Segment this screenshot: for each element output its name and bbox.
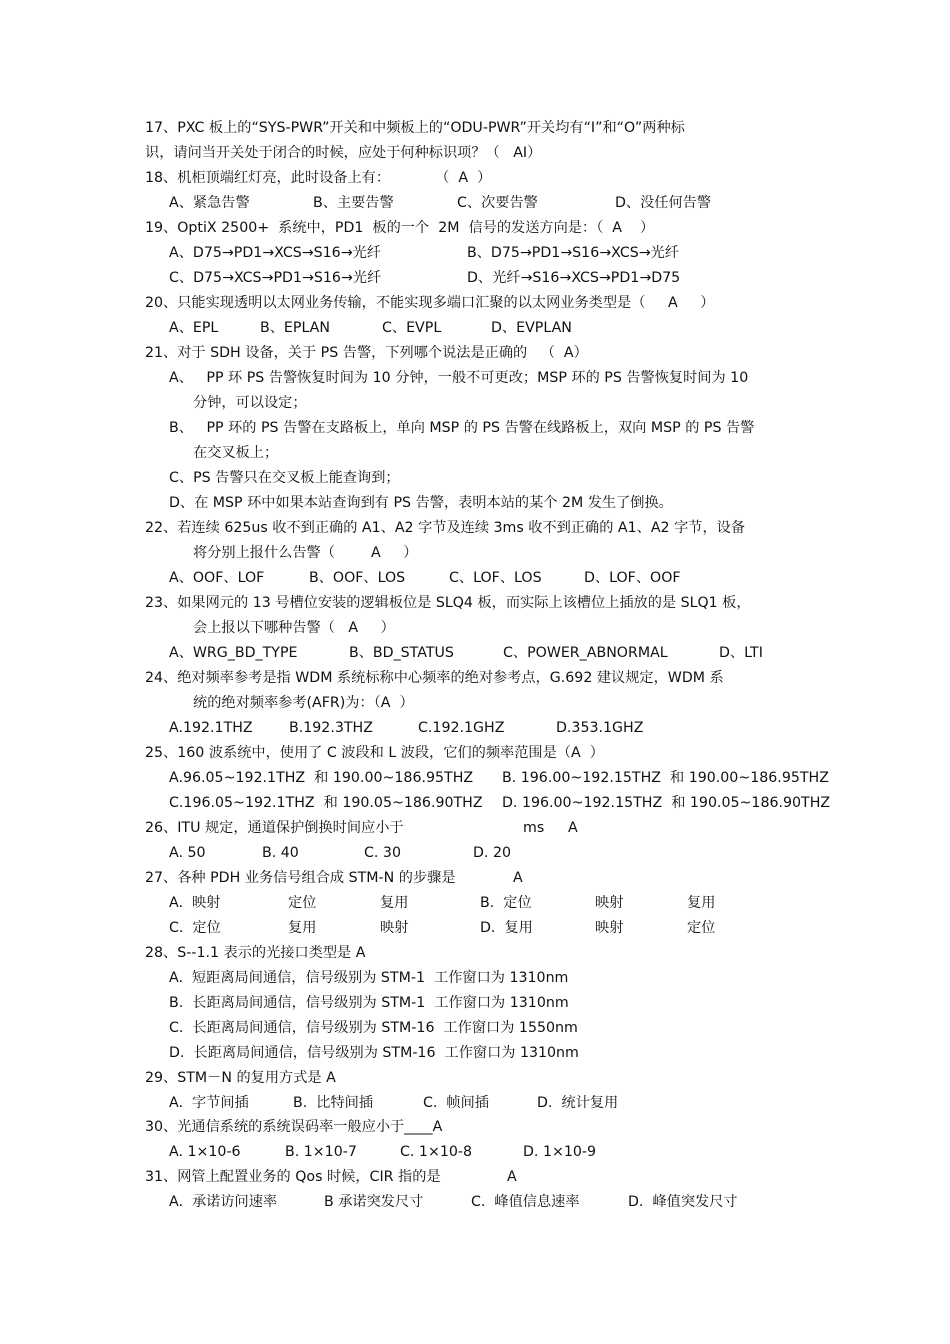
q26-option-c: C. 30 (364, 845, 401, 861)
q22-option-a: A、OOF、LOF (169, 570, 265, 586)
q19-option-d: D、光纤→S16→XCS→PD1→D75 (467, 270, 681, 286)
q26-unit: ms (523, 820, 545, 836)
q29-option-b: B. 比特间插 (293, 1095, 374, 1111)
q26-option-b: B. 40 (262, 845, 299, 861)
q23-option-d: D、LTI (719, 645, 763, 661)
q18-option-d: D、没任何告警 (615, 195, 712, 211)
q27-option-d-step1: D. 复用 (480, 920, 533, 936)
q27-answer: A (513, 870, 523, 886)
q31-option-d: D. 峰值突发尺寸 (628, 1194, 738, 1210)
q21-stem: 21、对于 SDH 设备，关于 PS 告警，下列哪个说法是正确的 （ A） (145, 345, 588, 361)
q27-option-c-step3: 映射 (380, 920, 409, 936)
q27-option-a-step2: 定位 (288, 895, 317, 911)
q23-line2: 会上报以下哪种告警（ A ） (193, 620, 395, 636)
q23-option-a: A、WRG_BD_TYPE (169, 645, 298, 661)
q18-stem: 18、机柜顶端红灯亮，此时设备上有： （ A ） (145, 170, 492, 186)
q23-option-b: B、BD_STATUS (349, 645, 454, 661)
q27-option-d-step2: 映射 (595, 920, 624, 936)
q27-option-c-step1: C. 定位 (169, 920, 221, 936)
q24-option-a: A.192.1THZ (169, 720, 253, 736)
q30-option-c: C. 1×10-8 (400, 1144, 473, 1160)
q22-option-c: C、LOF、LOS (449, 570, 542, 586)
q24-option-d: D.353.1GHZ (556, 720, 644, 736)
q28-stem: 28、S--1.1 表示的光接口类型是 A (145, 945, 366, 961)
q27-option-a-step3: 复用 (380, 895, 409, 911)
q28-option-c: C. 长距离局间通信，信号级别为 STM-16 工作窗口为 1550nm (169, 1020, 578, 1036)
q17-line1: 17、PXC 板上的“SYS-PWR”开关和中频板上的“ODU-PWR”开关均有“I”和“O”两种标 (145, 120, 685, 136)
q21-option-d: D、在 MSP 环中如果本站查询到有 PS 告警，表明本站的某个 2M 发生了倒换。 (169, 495, 673, 511)
q26-option-a: A. 50 (169, 845, 206, 861)
q20-option-c: C、EVPL (382, 320, 442, 336)
q22-option-d: D、LOF、OOF (584, 570, 681, 586)
q29-option-a: A. 字节间插 (169, 1095, 249, 1111)
q25-stem: 25、160 波系统中，使用了 C 波段和 L 波段，它们的频率范围是（A ） (145, 745, 604, 761)
q25-option-c: C.196.05~192.1THZ 和 190.05~186.90THZ (169, 795, 483, 811)
q18-option-b: B、主要告警 (313, 195, 394, 211)
q24-line1: 24、绝对频率参考是指 WDM 系统标称中心频率的绝对参考点，G.692 建议规定，WDM 系 (145, 670, 724, 686)
q31-option-c: C. 峰值信息速率 (471, 1194, 580, 1210)
q19-option-a: A、D75→PD1→XCS→S16→光纤 (169, 245, 381, 261)
q30-option-a: A. 1×10-6 (169, 1144, 241, 1160)
q30-option-b: B. 1×10-7 (285, 1144, 357, 1160)
q20-option-b: B、EPLAN (260, 320, 330, 336)
q24-line2: 统的绝对频率参考(AFR)为：（A ） (193, 695, 414, 711)
q30-option-d: D. 1×10-9 (523, 1144, 597, 1160)
q31-option-b: B 承诺突发尺寸 (324, 1194, 424, 1210)
q19-option-c: C、D75→XCS→PD1→S16→光纤 (169, 270, 382, 286)
q20-option-d: D、EVPLAN (491, 320, 572, 336)
q27-option-b-step1: B. 定位 (480, 895, 532, 911)
q20-option-a: A、EPL (169, 320, 219, 336)
q26-option-d: D. 20 (473, 845, 511, 861)
q18-option-a: A、紧急告警 (169, 195, 250, 211)
q28-option-b: B. 长距离局间通信，信号级别为 STM-1 工作窗口为 1310nm (169, 995, 569, 1011)
q25-option-a: A.96.05~192.1THZ 和 190.00~186.95THZ (169, 770, 474, 786)
q30-stem: 30、光通信系统的系统误码率一般应小于____A (145, 1119, 443, 1135)
q19-stem: 19、OptiX 2500+ 系统中，PD1 板的一个 2M 信号的发送方向是：（ A ） (145, 220, 655, 236)
q18-option-c: C、次要告警 (457, 195, 538, 211)
q27-option-b-step3: 复用 (687, 895, 716, 911)
q23-option-c: C、POWER_ABNORMAL (503, 645, 668, 661)
q24-option-c: C.192.1GHZ (418, 720, 505, 736)
q31-answer: A (507, 1169, 517, 1185)
q20-stem: 20、只能实现透明以太网业务传输，不能实现多端口汇聚的以太网业务类型是（ A ） (145, 295, 715, 311)
q31-option-a: A. 承诺访问速率 (169, 1194, 278, 1210)
q28-option-a: A. 短距离局间通信，信号级别为 STM-1 工作窗口为 1310nm (169, 970, 569, 986)
q21-option-a-line2: 分钟，可以设定； (193, 395, 307, 411)
q17-line2: 识，请问当开关处于闭合的时候，应处于何种标识项？（ AI） (145, 145, 542, 161)
q25-option-b: B. 196.00~192.15THZ 和 190.00~186.95THZ (502, 770, 829, 786)
q25-option-d: D. 196.00~192.15THZ 和 190.05~186.90THZ (502, 795, 831, 811)
q21-option-b-line1: B、 PP 环的 PS 告警在支路板上，单向 MSP 的 PS 告警在线路板上，双向 MSP 的 PS 告警 (169, 420, 755, 436)
q27-option-d-step3: 定位 (687, 920, 716, 936)
q27-option-c-step2: 复用 (288, 920, 317, 936)
q29-option-d: D. 统计复用 (537, 1095, 619, 1111)
q22-option-b: B、OOF、LOS (309, 570, 406, 586)
q22-line1: 22、若连续 625us 收不到正确的 A1、A2 字节及连续 3ms 收不到正确的 A1、A2 字节，设备 (145, 520, 746, 536)
q28-option-d: D. 长距离局间通信，信号级别为 STM-16 工作窗口为 1310nm (169, 1045, 579, 1061)
q29-stem: 29、STM－N 的复用方式是 A (145, 1070, 336, 1086)
q27-stem: 27、各种 PDH 业务信号组合成 STM-N 的步骤是 (145, 870, 456, 886)
q26-stem: 26、ITU 规定，通道保护倒换时间应小于 (145, 820, 404, 836)
q29-option-c: C. 帧间插 (423, 1095, 489, 1111)
q21-option-c: C、PS 告警只在交叉板上能查询到； (169, 470, 400, 486)
q22-line2: 将分别上报什么告警（ A ） (193, 545, 418, 561)
q21-option-b-line2: 在交叉板上； (193, 445, 279, 461)
q23-line1: 23、如果网元的 13 号槽位安装的逻辑板位是 SLQ4 板，而实际上该槽位上插放的是 SLQ1 板， (145, 595, 751, 611)
q27-option-b-step2: 映射 (595, 895, 624, 911)
q19-option-b: B、D75→PD1→S16→XCS→光纤 (467, 245, 679, 261)
q21-option-a-line1: A、 PP 环 PS 告警恢复时间为 10 分钟，一般不可更改；MSP 环的 PS 告警恢复时间为 10 (169, 370, 749, 386)
q31-stem: 31、网管上配置业务的 Qos 时候，CIR 指的是 (145, 1169, 441, 1185)
q27-option-a-step1: A. 映射 (169, 895, 221, 911)
q26-answer: A (568, 820, 578, 836)
q24-option-b: B.192.3THZ (289, 720, 373, 736)
